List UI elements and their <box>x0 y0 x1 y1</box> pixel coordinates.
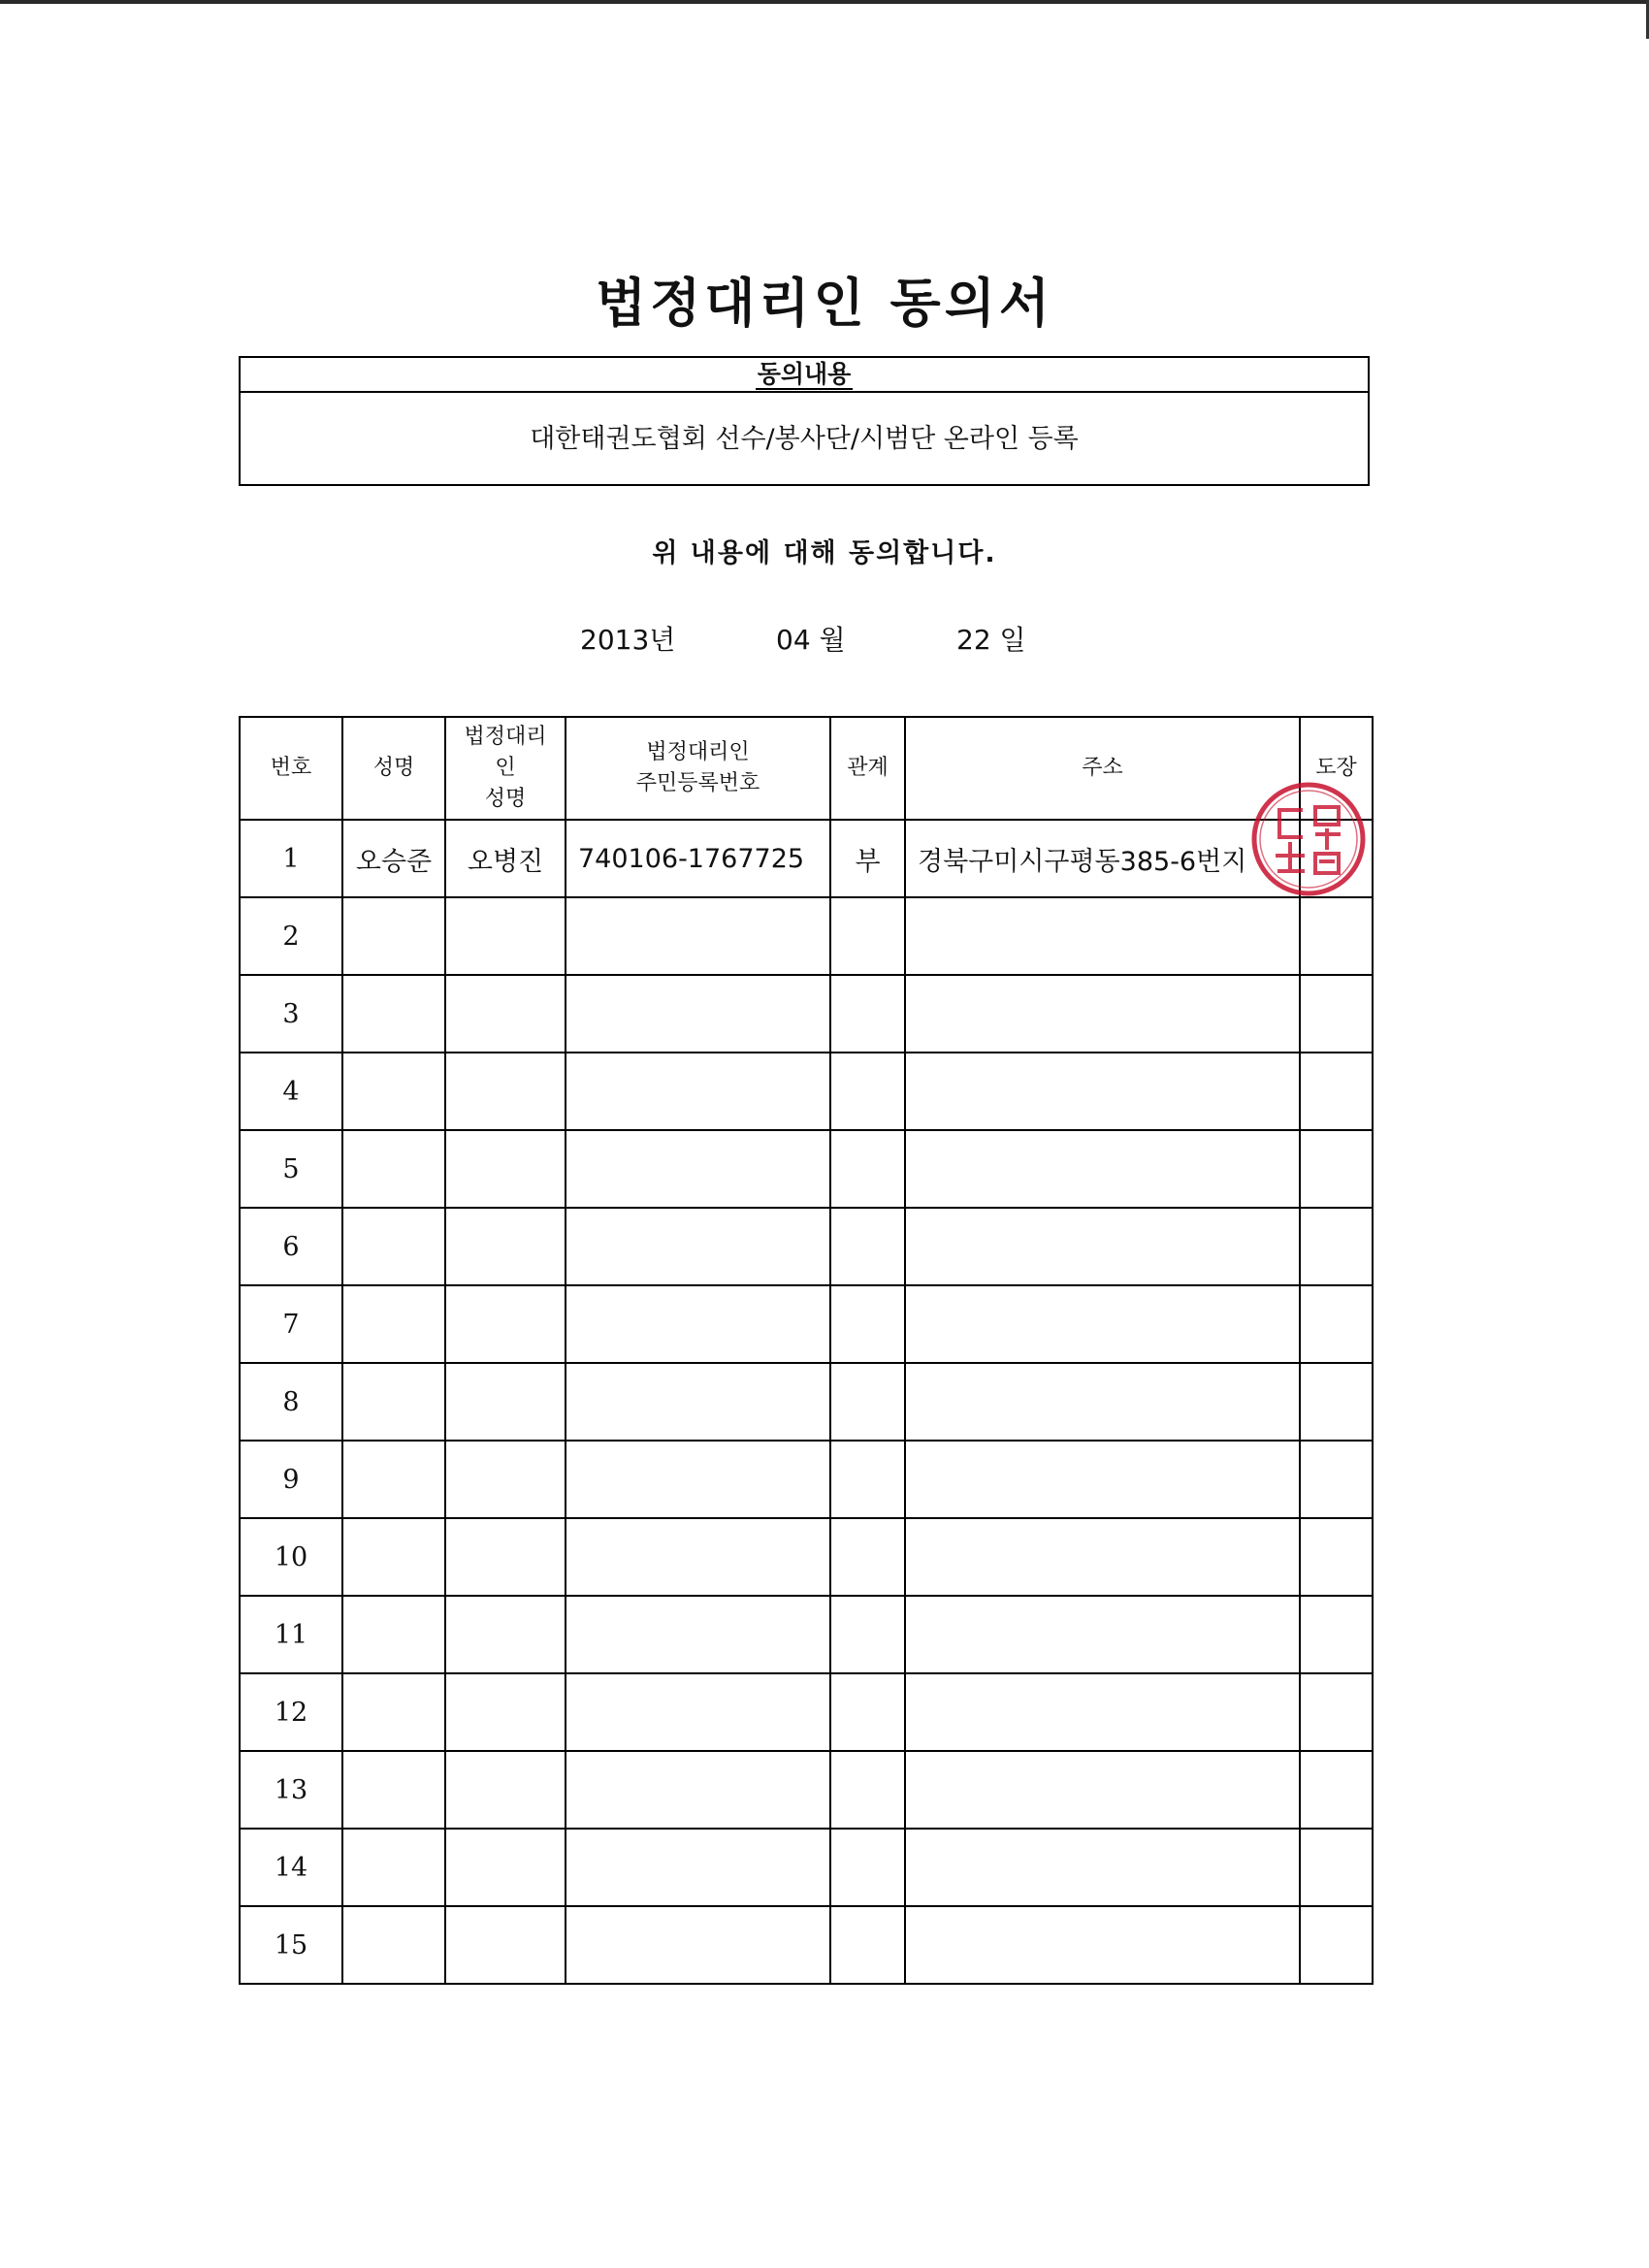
row-address <box>905 1441 1300 1518</box>
consent-header-label: 동의내용 <box>757 360 852 388</box>
row-stamp <box>1300 1053 1373 1130</box>
row-name <box>342 1673 445 1751</box>
row-guardian-id <box>566 975 830 1053</box>
row-stamp <box>1300 1130 1373 1208</box>
row-number: 3 <box>240 975 342 1053</box>
header-guardian-id-line1: 법정대리인 <box>646 740 750 764</box>
row-name <box>342 975 445 1053</box>
guardian-consent-table <box>239 716 1374 1985</box>
row-guardian-name <box>445 1053 566 1130</box>
row-guardian-id <box>566 1441 830 1518</box>
row-name <box>342 1053 445 1130</box>
row-guardian-id <box>566 1208 830 1285</box>
row-guardian-id <box>566 1906 830 1984</box>
row-guardian-name <box>445 1441 566 1518</box>
row-name <box>342 1906 445 1984</box>
row-guardian-id <box>566 1363 830 1441</box>
row-guardian-id <box>566 1751 830 1829</box>
row-name <box>342 1441 445 1518</box>
row-relation <box>830 1441 905 1518</box>
row-name: 오승준 <box>342 820 445 897</box>
table-row <box>240 1596 1373 1673</box>
row-name <box>342 897 445 975</box>
row-address: 경북구미시구평동385-6번지 <box>905 820 1300 897</box>
row-relation <box>830 975 905 1053</box>
row-relation <box>830 1208 905 1285</box>
row-relation <box>830 897 905 975</box>
row-guardian-name <box>445 1906 566 1984</box>
row-guardian-name <box>445 1130 566 1208</box>
row-relation <box>830 1518 905 1596</box>
row-guardian-name <box>445 1751 566 1829</box>
row-guardian-name <box>445 1596 566 1673</box>
row-guardian-id <box>566 897 830 975</box>
scan-edge-top <box>0 0 1649 4</box>
row-name <box>342 1208 445 1285</box>
row-number: 14 <box>240 1829 342 1906</box>
row-number: 8 <box>240 1363 342 1441</box>
header-guardian-name-line3: 성명 <box>484 787 527 811</box>
row-address <box>905 1053 1300 1130</box>
table-row <box>240 1518 1373 1596</box>
row-number: 4 <box>240 1053 342 1130</box>
row-relation <box>830 1906 905 1984</box>
header-guardian-id <box>566 717 830 820</box>
table-row <box>240 1751 1373 1829</box>
table-row <box>240 1285 1373 1363</box>
row-number: 15 <box>240 1906 342 1984</box>
table-header-row <box>240 717 1373 820</box>
row-stamp <box>1300 1829 1373 1906</box>
row-address <box>905 1285 1300 1363</box>
row-guardian-name <box>445 1285 566 1363</box>
table-row <box>240 897 1373 975</box>
row-number: 13 <box>240 1751 342 1829</box>
header-number: 번호 <box>240 717 342 820</box>
row-name <box>342 1751 445 1829</box>
row-name <box>342 1130 445 1208</box>
row-guardian-name <box>445 1208 566 1285</box>
row-address <box>905 1518 1300 1596</box>
header-relation: 관계 <box>830 717 905 820</box>
row-guardian-name: 오병진 <box>445 820 566 897</box>
row-number: 6 <box>240 1208 342 1285</box>
header-guardian-id-line2: 주민등록번호 <box>635 771 760 795</box>
row-relation: 부 <box>830 820 905 897</box>
row-number: 12 <box>240 1673 342 1751</box>
row-guardian-id <box>566 1053 830 1130</box>
row-stamp <box>1300 1518 1373 1596</box>
row-number: 11 <box>240 1596 342 1673</box>
table-row <box>240 820 1373 897</box>
row-address <box>905 1673 1300 1751</box>
row-stamp <box>1300 1208 1373 1285</box>
table-row <box>240 1673 1373 1751</box>
row-address <box>905 1363 1300 1441</box>
row-address <box>905 1596 1300 1673</box>
row-relation <box>830 1053 905 1130</box>
row-guardian-name <box>445 897 566 975</box>
header-stamp: 도장 <box>1300 717 1373 820</box>
row-name <box>342 1596 445 1673</box>
row-stamp <box>1300 1285 1373 1363</box>
date-month: 04 월 <box>776 624 846 656</box>
row-relation <box>830 1363 905 1441</box>
row-stamp <box>1300 897 1373 975</box>
date-day: 22 일 <box>956 624 1026 656</box>
row-guardian-name <box>445 1673 566 1751</box>
row-relation <box>830 1673 905 1751</box>
date-year: 2013년 <box>580 624 676 656</box>
row-address <box>905 1208 1300 1285</box>
row-number: 5 <box>240 1130 342 1208</box>
row-guardian-id <box>566 1596 830 1673</box>
document-title: 법정대리인 동의서 <box>595 272 1054 334</box>
row-stamp <box>1300 1751 1373 1829</box>
row-stamp <box>1300 1906 1373 1984</box>
row-guardian-id <box>566 1285 830 1363</box>
row-stamp <box>1300 1596 1373 1673</box>
table-row <box>240 975 1373 1053</box>
row-relation <box>830 1751 905 1829</box>
row-address <box>905 1829 1300 1906</box>
red-seal-stamp <box>1245 776 1372 902</box>
row-name <box>342 1518 445 1596</box>
row-number: 10 <box>240 1518 342 1596</box>
row-guardian-id <box>566 1130 830 1208</box>
row-guardian-name <box>445 975 566 1053</box>
row-guardian-name <box>445 1363 566 1441</box>
row-address <box>905 897 1300 975</box>
table-row <box>240 1829 1373 1906</box>
row-address <box>905 1130 1300 1208</box>
table-row <box>240 1441 1373 1518</box>
consent-content: 대한태권도협회 선수/봉사단/시범단 온라인 등록 <box>530 424 1079 454</box>
row-stamp <box>1300 1363 1373 1441</box>
row-name <box>342 1363 445 1441</box>
table-row <box>240 1363 1373 1441</box>
table-row <box>240 1130 1373 1208</box>
table-row <box>240 1208 1373 1285</box>
row-guardian-id: 740106-1767725 <box>566 820 830 897</box>
row-address <box>905 1751 1300 1829</box>
row-stamp <box>1300 975 1373 1053</box>
row-relation <box>830 1285 905 1363</box>
table-row <box>240 1053 1373 1130</box>
row-number: 1 <box>240 820 342 897</box>
row-address <box>905 975 1300 1053</box>
row-relation <box>830 1596 905 1673</box>
row-guardian-name <box>445 1518 566 1596</box>
row-name <box>342 1285 445 1363</box>
row-relation <box>830 1130 905 1208</box>
consent-header <box>241 358 1368 393</box>
row-address <box>905 1906 1300 1984</box>
row-number: 7 <box>240 1285 342 1363</box>
header-guardian-name-line1: 법정대리 <box>464 725 547 749</box>
header-address: 주소 <box>905 717 1300 820</box>
row-number: 9 <box>240 1441 342 1518</box>
header-guardian-name <box>445 717 566 820</box>
row-guardian-id <box>566 1673 830 1751</box>
header-name: 성명 <box>342 717 445 820</box>
row-stamp <box>1300 1673 1373 1751</box>
row-relation <box>830 1829 905 1906</box>
agreement-statement: 위 내용에 대해 동의합니다. <box>652 538 997 568</box>
row-guardian-id <box>566 1518 830 1596</box>
consent-box <box>239 356 1370 486</box>
row-guardian-id <box>566 1829 830 1906</box>
table-row <box>240 1906 1373 1984</box>
row-guardian-name <box>445 1829 566 1906</box>
row-number: 2 <box>240 897 342 975</box>
row-name <box>342 1829 445 1906</box>
header-guardian-name-line2: 인 <box>495 756 516 780</box>
row-stamp <box>1300 1441 1373 1518</box>
